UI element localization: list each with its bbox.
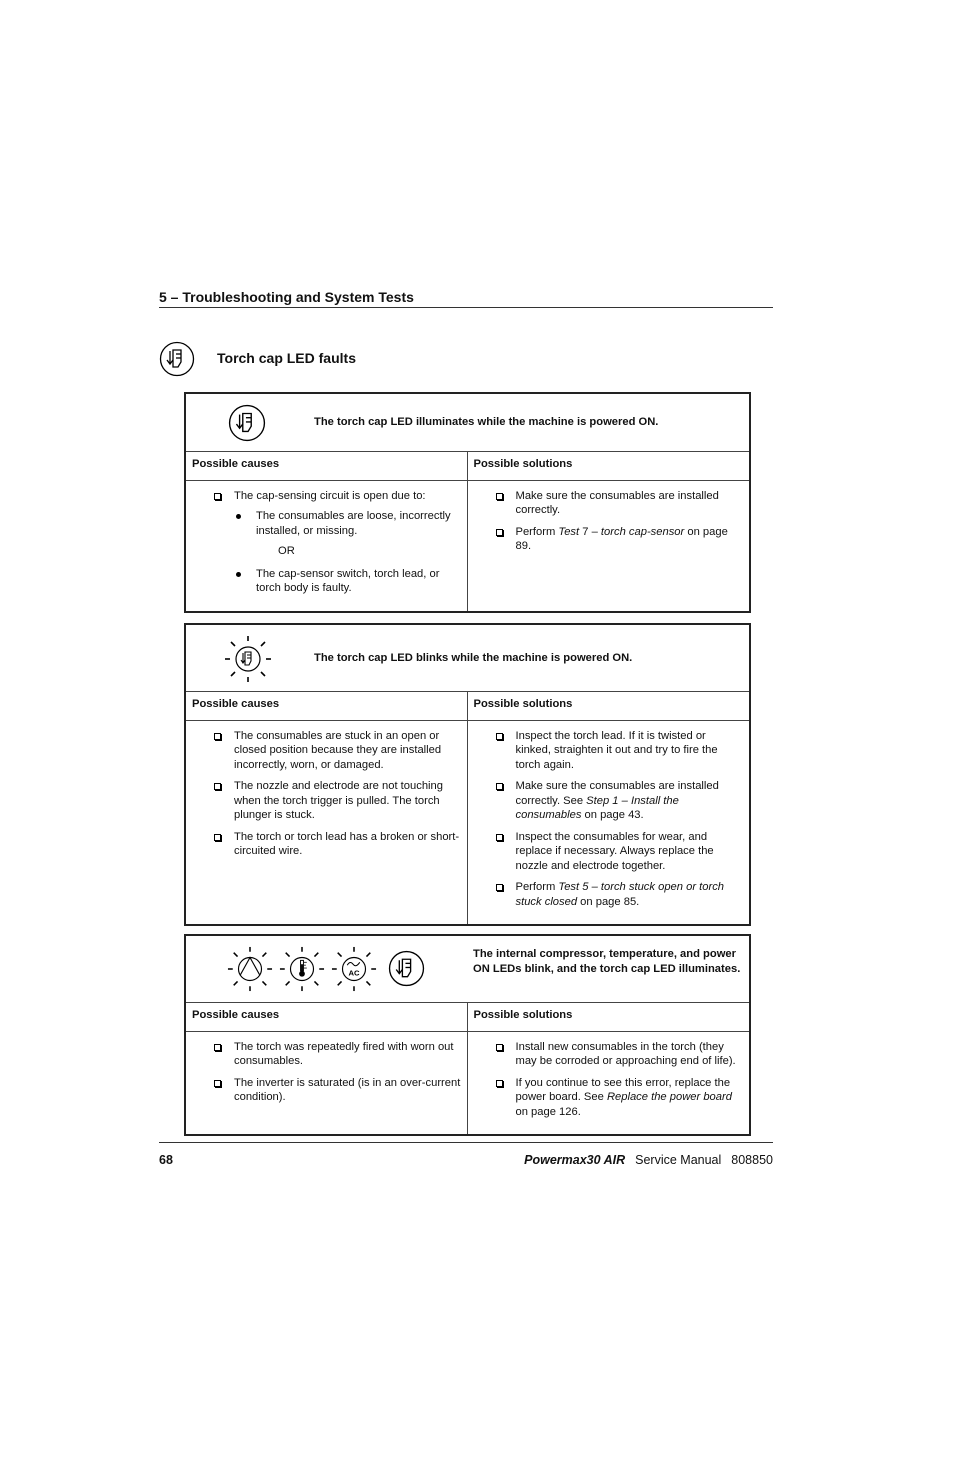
list-item: The cap-sensor switch, torch lead, or torch body is faulty. <box>234 567 461 596</box>
list-item: The nozzle and electrode are not touching when the torch trigger is pulled. The torch plunger is stuck. <box>214 779 461 823</box>
list-item: Inspect the torch lead. If it is twisted or kinked, straighten it out and try to fire the torch again. <box>496 729 744 773</box>
product-name: Powermax30 AIR <box>524 1153 626 1167</box>
compressor-led-blinking-icon <box>227 946 273 992</box>
fault-title: The torch cap LED illuminates while the machine is powered ON. <box>314 416 659 428</box>
fault-table-cap-led-on <box>184 392 751 613</box>
ac-label: AC <box>348 968 360 978</box>
fault-header <box>185 624 750 691</box>
fault-title: The internal compressor, temperature, and power ON LEDs blink, and the torch cap LED illuminates. <box>473 948 741 975</box>
torch-cap-led-blinking-icon <box>224 635 272 683</box>
power-ac-led-blinking-icon <box>331 946 377 992</box>
solutions-cell <box>467 480 750 612</box>
list-item: If you continue to see this error, replace the power board. See Replace the power board on page 126. <box>496 1076 744 1120</box>
causes-cell <box>185 1031 467 1135</box>
list-item: Install new consumables in the torch (they may be corroded or approaching end of life). <box>496 1040 744 1069</box>
temperature-led-blinking-icon <box>279 946 325 992</box>
fault-title: The torch cap LED blinks while the machine is powered ON. <box>314 652 633 664</box>
list-item: Make sure the consumables are installed correctly. <box>496 489 744 518</box>
section-title: Torch cap LED faults <box>217 350 356 366</box>
column-header-solutions: Possible solutions <box>467 451 750 480</box>
footer-divider <box>159 1142 773 1143</box>
list-item: The cap-sensing circuit is open due to: The consumables are loose, incorrectly installed, or missing. OR The cap-sensor switch, torch lead, or torch body is faulty. <box>214 489 461 596</box>
torch-cap-led-icon <box>388 950 425 987</box>
list-item: Perform Test 5 – torch stuck open or torch stuck closed on page 85. <box>496 880 744 909</box>
list-item: The torch or torch lead has a broken or short-circuited wire. <box>214 830 461 859</box>
document-number: 808850 <box>731 1153 773 1167</box>
solutions-cell <box>467 720 750 925</box>
list-item: The inverter is saturated (is in an over-current condition). <box>214 1076 461 1105</box>
chapter-heading: 5 – Troubleshooting and System Tests <box>159 289 414 305</box>
or-text: OR <box>278 545 295 557</box>
column-header-causes: Possible causes <box>185 1002 467 1031</box>
column-header-causes: Possible causes <box>185 451 467 480</box>
list-item: Inspect the consumables for wear, and replace if necessary. Always replace the nozzle and electrode together. <box>496 830 744 874</box>
footer-document-info <box>524 1153 773 1167</box>
torch-cap-led-icon <box>159 341 195 377</box>
fault-header <box>185 935 750 1002</box>
causes-cell <box>185 720 467 925</box>
list-item: Make sure the consumables are installed correctly. See Step 1 – Install the consumables on page 43. <box>496 779 744 823</box>
fault-table-multiple-leds <box>184 934 751 1136</box>
column-header-solutions: Possible solutions <box>467 1002 750 1031</box>
list-item: Perform Test 7 – torch cap-sensor on page 89. <box>496 525 744 554</box>
torch-cap-led-icon <box>228 404 266 442</box>
solutions-cell <box>467 1031 750 1135</box>
fault-table-cap-led-blinks <box>184 623 751 926</box>
column-header-causes: Possible causes <box>185 691 467 720</box>
list-item: The consumables are stuck in an open or closed position because they are installed incorrectly, worn, or damaged. <box>214 729 461 773</box>
page-number: 68 <box>159 1153 173 1167</box>
column-header-solutions: Possible solutions <box>467 691 750 720</box>
list-item: The consumables are loose, incorrectly installed, or missing. <box>234 509 461 538</box>
list-item: The torch was repeatedly fired with worn out consumables. <box>214 1040 461 1069</box>
header-divider <box>159 307 773 308</box>
fault-header <box>185 393 750 451</box>
manual-type: Service Manual <box>635 1153 722 1167</box>
causes-cell <box>185 480 467 612</box>
